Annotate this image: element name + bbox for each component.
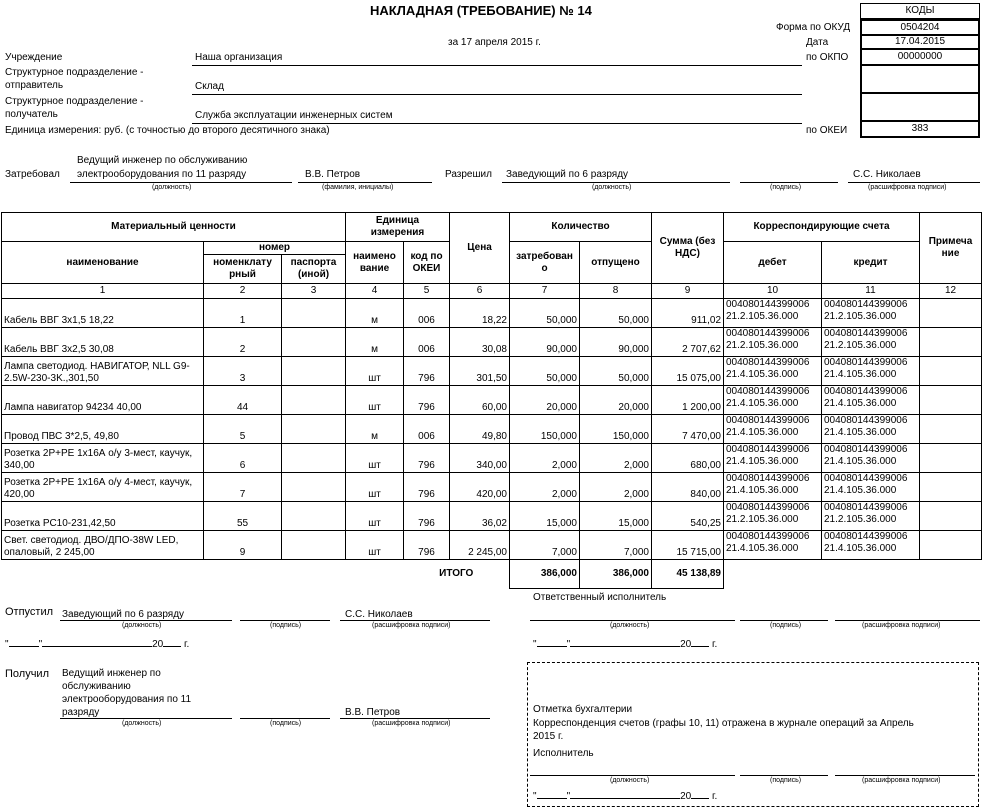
cell-nomen: 2	[204, 328, 282, 357]
table-row	[2, 415, 982, 444]
allowed-name: С.С. Николаев	[853, 169, 921, 180]
cell-passport	[282, 502, 346, 531]
cell-debit	[724, 415, 822, 444]
cell-name: Провод ПВС 3*2,5, 49,80	[2, 415, 204, 444]
th-sum: Сумма (без НДС)	[652, 213, 724, 284]
allowed-label: Разрешил	[445, 169, 492, 180]
cell-credit-line: 004080144399006	[824, 444, 908, 455]
cell-nomen: 7	[204, 473, 282, 502]
cell-name: Свет. светодиод. ДВО/ДПО-38W LED, опаловый, 2 245,00	[2, 531, 204, 560]
cell-nomen: 1	[204, 299, 282, 328]
cell-debit-line: 21.4.105.36.000	[726, 543, 799, 554]
received-label: Получил	[5, 668, 49, 680]
column-number: 2	[204, 284, 282, 299]
cell-debit-line: 004080144399006	[726, 502, 810, 513]
released-date: " " 20 г.	[5, 639, 190, 650]
receiver-label-2: получатель	[5, 109, 58, 120]
unit-line: Единица измерения: руб. (с точностью до второго десятичного знака)	[5, 125, 330, 136]
cell-credit-line: 21.4.105.36.000	[824, 398, 897, 409]
cell-price: 2 245,00	[450, 531, 510, 560]
total-released: 386,000	[580, 560, 652, 589]
cell-passport	[282, 357, 346, 386]
okud-label: Форма по ОКУД	[776, 22, 851, 33]
released-name: С.С. Николаев	[345, 609, 413, 620]
total-label: ИТОГО	[439, 568, 474, 580]
column-number: 11	[822, 284, 920, 299]
caption-sign-5: (подпись)	[770, 777, 802, 784]
cell-sum: 7 470,00	[652, 415, 724, 444]
okei-label: по ОКЕИ	[806, 125, 848, 136]
received-name: В.В. Петров	[345, 707, 401, 718]
cell-credit-line: 004080144399006	[824, 473, 908, 484]
cell-released: 2,000	[580, 473, 652, 502]
cell-credit-line: 004080144399006	[824, 357, 908, 368]
cell-debit	[724, 473, 822, 502]
cell-price: 36,02	[450, 502, 510, 531]
allowed-position: Заведующий по 6 разряду	[506, 169, 629, 180]
th-note: Примеча ние	[920, 213, 982, 284]
cell-name: Лампа светодиод. НАВИГАТОР, NLL G9-2.5W-230-3K.,301,50	[2, 357, 204, 386]
th-okei: код по ОКЕИ	[404, 242, 450, 284]
cell-unit: м	[346, 299, 404, 328]
cell-unit: м	[346, 328, 404, 357]
cell-debit-line: 21.4.105.36.000	[726, 369, 799, 380]
cell-note	[920, 299, 982, 328]
cell-unit: м	[346, 415, 404, 444]
cell-nomen: 5	[204, 415, 282, 444]
th-passport: паспорта (иной)	[282, 255, 346, 284]
cell-name: Лампа навигатор 94234 40,00	[2, 386, 204, 415]
code-blank-1	[860, 65, 980, 93]
th-price: Цена	[450, 213, 510, 284]
okpo-code: 00000000	[860, 49, 980, 65]
caption-fio: (фамилия, инициалы)	[322, 184, 394, 191]
cell-debit-line: 21.4.105.36.000	[726, 485, 799, 496]
cell-credit-line: 004080144399006	[824, 502, 908, 513]
okpo-label: по ОКПО	[806, 52, 849, 63]
cell-note	[920, 357, 982, 386]
sender-value: Склад	[195, 81, 224, 92]
cell-price: 18,22	[450, 299, 510, 328]
doc-title: НАКЛАДНАЯ (ТРЕБОВАНИЕ) № 14	[370, 3, 592, 18]
cell-note	[920, 328, 982, 357]
cell-debit	[724, 386, 822, 415]
cell-credit-line: 21.4.105.36.000	[824, 369, 897, 380]
cell-debit-line: 004080144399006	[726, 299, 810, 310]
column-number: 4	[346, 284, 404, 299]
cell-okei: 796	[404, 473, 450, 502]
caption-position: (должность)	[152, 184, 192, 191]
requested-position-1: Ведущий инженер по обслуживанию	[77, 155, 248, 166]
th-credit: кредит	[822, 242, 920, 284]
received-position-2: обслуживанию	[62, 681, 131, 692]
cell-credit	[822, 357, 920, 386]
th-name: наименование	[2, 242, 204, 284]
cell-price: 340,00	[450, 444, 510, 473]
column-number: 1	[2, 284, 204, 299]
cell-price: 60,00	[450, 386, 510, 415]
cell-price: 49,80	[450, 415, 510, 444]
cell-passport	[282, 473, 346, 502]
cell-unit: шт	[346, 357, 404, 386]
caption-position-3: (должность)	[122, 622, 162, 629]
cell-requested: 150,000	[510, 415, 580, 444]
th-nomen: номенклату рный	[204, 255, 282, 284]
cell-requested: 50,000	[510, 299, 580, 328]
caption-sign-2: (подпись)	[270, 622, 302, 629]
cell-debit-line: 004080144399006	[726, 444, 810, 455]
cell-unit: шт	[346, 531, 404, 560]
cell-price: 301,50	[450, 357, 510, 386]
column-number: 9	[652, 284, 724, 299]
cell-released: 15,000	[580, 502, 652, 531]
caption-decode-4: (расшифровка подписи)	[372, 720, 451, 727]
okei-code: 383	[860, 121, 980, 138]
cell-credit-line: 004080144399006	[824, 386, 908, 397]
accounting-mark-box	[527, 662, 979, 807]
table-row	[2, 473, 982, 502]
cell-passport	[282, 444, 346, 473]
th-debit: дебет	[724, 242, 822, 284]
cell-sum: 1 200,00	[652, 386, 724, 415]
cell-sum: 15 075,00	[652, 357, 724, 386]
cell-debit-line: 21.2.105.36.000	[726, 514, 799, 525]
cell-debit-line: 004080144399006	[726, 473, 810, 484]
cell-note	[920, 386, 982, 415]
table-row	[2, 444, 982, 473]
th-released: отпущено	[580, 242, 652, 284]
date-code: 17.04.2015	[860, 35, 980, 49]
responsible-label: Ответственный исполнитель	[533, 592, 667, 603]
cell-sum: 540,25	[652, 502, 724, 531]
cell-passport	[282, 415, 346, 444]
cell-credit-line: 004080144399006	[824, 415, 908, 426]
column-number: 10	[724, 284, 822, 299]
column-number: 6	[450, 284, 510, 299]
cell-unit: шт	[346, 473, 404, 502]
cell-released: 90,000	[580, 328, 652, 357]
th-requested: затребован о	[510, 242, 580, 284]
caption-position-6: (должность)	[610, 777, 650, 784]
cell-credit-line: 004080144399006	[824, 299, 908, 310]
total-requested: 386,000	[510, 560, 580, 589]
institution-label: Учреждение	[5, 52, 63, 63]
cell-debit	[724, 502, 822, 531]
cell-requested: 50,000	[510, 357, 580, 386]
cell-credit	[822, 444, 920, 473]
th-unit-name: наимено вание	[346, 242, 404, 284]
released-position: Заведующий по 6 разряду	[62, 609, 185, 620]
acc-mark: Отметка бухгалтерии	[533, 704, 633, 715]
cell-credit	[822, 415, 920, 444]
cell-released: 20,000	[580, 386, 652, 415]
cell-debit-line: 004080144399006	[726, 357, 810, 368]
caption-sign-4: (подпись)	[270, 720, 302, 727]
cell-debit	[724, 299, 822, 328]
cell-credit-line: 21.2.105.36.000	[824, 340, 897, 351]
cell-released: 7,000	[580, 531, 652, 560]
column-number: 8	[580, 284, 652, 299]
cell-passport	[282, 299, 346, 328]
code-blank-2	[860, 93, 980, 121]
date-line: за 17 апреля 2015 г.	[448, 37, 541, 48]
cell-released: 50,000	[580, 357, 652, 386]
requested-name: В.В. Петров	[305, 169, 361, 180]
cell-unit: шт	[346, 444, 404, 473]
cell-debit-line: 004080144399006	[726, 328, 810, 339]
cell-name: Розетка 2P+PE 1х16А о/у 4-мест, каучук, 420,00	[2, 473, 204, 502]
cell-credit-line: 21.4.105.36.000	[824, 543, 897, 554]
cell-note	[920, 444, 982, 473]
cell-sum: 911,02	[652, 299, 724, 328]
cell-unit: шт	[346, 386, 404, 415]
cell-debit-line: 21.2.105.36.000	[726, 340, 799, 351]
cell-debit-line: 004080144399006	[726, 531, 810, 542]
cell-requested: 7,000	[510, 531, 580, 560]
cell-price: 30,08	[450, 328, 510, 357]
column-number: 12	[920, 284, 982, 299]
sender-label-2: отправитель	[5, 80, 64, 91]
institution-value: Наша организация	[195, 52, 283, 63]
received-position-3: электрооборудования по 11	[62, 694, 192, 705]
received-position-1: Ведущий инженер по	[62, 668, 161, 679]
receiver-label-1: Структурное подразделение -	[5, 96, 144, 107]
caption-position-2: (должность)	[592, 184, 632, 191]
cell-passport	[282, 328, 346, 357]
cell-okei: 006	[404, 328, 450, 357]
cell-passport	[282, 386, 346, 415]
caption-sign-3: (подпись)	[770, 622, 802, 629]
cell-name: Кабель ВВГ 3х2,5 30,08	[2, 328, 204, 357]
th-accounts: Корреспондирующие счета	[724, 213, 920, 242]
cell-credit	[822, 386, 920, 415]
table-row	[2, 328, 982, 357]
cell-sum: 680,00	[652, 444, 724, 473]
acc-text-1: Корреспонденция счетов (графы 10, 11) отражена в журнале операций за Апрель	[533, 718, 914, 729]
released-label: Отпустил	[5, 606, 54, 618]
cell-requested: 2,000	[510, 473, 580, 502]
cell-unit: шт	[346, 502, 404, 531]
cell-name: Кабель ВВГ 3х1,5 18,22	[2, 299, 204, 328]
cell-price: 420,00	[450, 473, 510, 502]
caption-sign: (подпись)	[770, 184, 802, 191]
cell-okei: 796	[404, 386, 450, 415]
cell-nomen: 3	[204, 357, 282, 386]
cell-okei: 796	[404, 444, 450, 473]
cell-nomen: 55	[204, 502, 282, 531]
th-number: номер	[204, 242, 346, 255]
caption-decode-3: (расшифровка подписи)	[862, 622, 941, 629]
cell-credit	[822, 473, 920, 502]
cell-credit-line: 21.4.105.36.000	[824, 456, 897, 467]
cell-credit-line: 21.4.105.36.000	[824, 485, 897, 496]
column-number: 7	[510, 284, 580, 299]
cell-debit	[724, 328, 822, 357]
cell-credit-line: 21.4.105.36.000	[824, 427, 897, 438]
cell-note	[920, 473, 982, 502]
cell-okei: 796	[404, 357, 450, 386]
caption-position-5: (должность)	[122, 720, 162, 727]
cell-credit-line: 21.2.105.36.000	[824, 514, 897, 525]
acc-executor: Исполнитель	[533, 748, 594, 759]
codes-header: КОДЫ	[860, 3, 980, 19]
cell-requested: 20,000	[510, 386, 580, 415]
table-row	[2, 502, 982, 531]
cell-passport	[282, 531, 346, 560]
caption-decode: (расшифровка подписи)	[868, 184, 947, 191]
cell-nomen: 44	[204, 386, 282, 415]
table-row	[2, 531, 982, 560]
sender-label-1: Структурное подразделение -	[5, 67, 144, 78]
caption-position-4: (должность)	[610, 622, 650, 629]
caption-decode-2: (расшифровка подписи)	[372, 622, 451, 629]
cell-sum: 15 715,00	[652, 531, 724, 560]
cell-name: Розетка 2P+PE 1х16А о/у 3-мест, каучук, 340,00	[2, 444, 204, 473]
column-number: 3	[282, 284, 346, 299]
cell-debit	[724, 444, 822, 473]
cell-requested: 15,000	[510, 502, 580, 531]
cell-nomen: 6	[204, 444, 282, 473]
table-row	[2, 299, 982, 328]
cell-released: 2,000	[580, 444, 652, 473]
cell-okei: 006	[404, 299, 450, 328]
th-unit: Единица измерения	[346, 213, 450, 242]
cell-debit-line: 21.4.105.36.000	[726, 398, 799, 409]
okud-code: 0504204	[860, 19, 980, 35]
cell-note	[920, 531, 982, 560]
acc-text-2: 2015 г.	[533, 731, 564, 742]
total-sum: 45 138,89	[652, 560, 724, 589]
cell-debit-line: 21.4.105.36.000	[726, 456, 799, 467]
received-position-4: разряду	[62, 707, 100, 718]
cell-released: 150,000	[580, 415, 652, 444]
cell-note	[920, 502, 982, 531]
cell-name: Розетка РС10-231,42,50	[2, 502, 204, 531]
cell-released: 50,000	[580, 299, 652, 328]
cell-sum: 2 707,62	[652, 328, 724, 357]
cell-credit	[822, 531, 920, 560]
date-label: Дата	[806, 37, 829, 48]
table-row	[2, 386, 982, 415]
cell-requested: 90,000	[510, 328, 580, 357]
caption-decode-5: (расшифровка подписи)	[862, 777, 941, 784]
th-values: Материальный ценности	[2, 213, 346, 242]
receiver-value: Служба эксплуатации инженерных систем	[195, 110, 393, 121]
cell-credit-line: 004080144399006	[824, 328, 908, 339]
cell-debit	[724, 531, 822, 560]
cell-debit-line: 21.2.105.36.000	[726, 311, 799, 322]
column-number: 5	[404, 284, 450, 299]
table-row	[2, 357, 982, 386]
items-table	[1, 212, 982, 589]
cell-okei: 796	[404, 531, 450, 560]
cell-credit-line: 004080144399006	[824, 531, 908, 542]
cell-credit-line: 21.2.105.36.000	[824, 311, 897, 322]
cell-okei: 006	[404, 415, 450, 444]
cell-debit-line: 004080144399006	[726, 386, 810, 397]
cell-debit-line: 21.4.105.36.000	[726, 427, 799, 438]
responsible-date: " " 20 г.	[533, 639, 718, 650]
acc-date: " " 20 г.	[533, 791, 718, 802]
cell-okei: 796	[404, 502, 450, 531]
requested-label: Затребовал	[5, 169, 60, 180]
requested-position-2: электрооборудования по 11 разряду	[77, 169, 247, 180]
cell-sum: 840,00	[652, 473, 724, 502]
cell-requested: 2,000	[510, 444, 580, 473]
cell-credit	[822, 328, 920, 357]
cell-debit-line: 004080144399006	[726, 415, 810, 426]
cell-debit	[724, 357, 822, 386]
cell-credit	[822, 299, 920, 328]
cell-nomen: 9	[204, 531, 282, 560]
cell-note	[920, 415, 982, 444]
cell-credit	[822, 502, 920, 531]
th-qty: Количество	[510, 213, 652, 242]
